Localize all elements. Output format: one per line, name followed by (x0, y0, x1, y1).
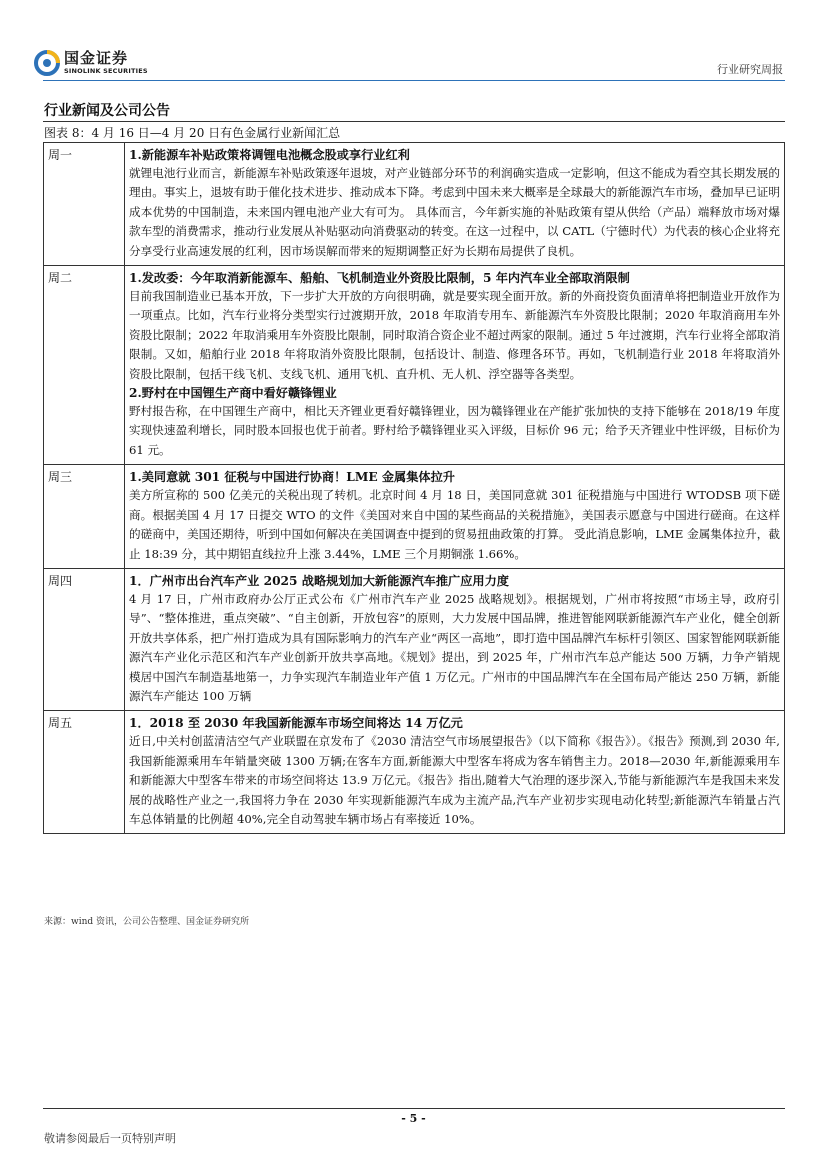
header-divider (43, 80, 785, 81)
source-note: 来源：wind 资讯，公司公告整理、国金证券研究所 (44, 917, 250, 927)
sinolink-logo (34, 50, 148, 76)
news-body: 4 月 17 日，广州市政府办公厅正式公布《广州市汽车产业 2025 战略规划》。根据规划，广州市将按照“市场主导，政府引导”、“整体推进，重点突破”、“自主创新，开放包容”的原则，大力发展中国品牌，推进智能网联新能源汽车产业化，健全创新开放共享体系，把广州打造成为具有国际影响力的汽车产业“两区一高地”，即打造中国品牌汽车标杆引领区、国家智能网联新能源汽车产业化示范区和汽车产业创新开放共享高地。《规划》提出，到 2025 年，广州市汽车总产能达 500 万辆，力争产销规模居中国汽车制造基地第一，力争实现汽车制造业年产值 1 万亿元。广州市的中国品牌汽车在全国布局产能达 250 万辆，新能源汽车产能达 100 万辆 (129, 591, 780, 703)
day-cell: 周三 (44, 465, 125, 569)
news-body: 目前我国制造业已基本开放，下一步扩大开放的方向很明确，就是要实现全面开放。新的外商投资负面清单将把制造业开放作为一项重点。比如，汽车行业将分类型实行过渡期开放，2018 年取消专用车、新能源汽车外资股比限制；2020 年取消商用车外资股比限制；2022 年取消乘用车外资股比限制，同时取消合资企业不超过两家的限制。通过 5 年过渡期，汽车行业将全部取消限制。又如，船舶行业 2018 年将取消外资股比限制，包括设计、制造、修理各环节。再如，飞机制造行业 2018 年将取消外资股比限制，包括干线飞机、支线飞机、通用飞机、直升机、无人机、浮空器等各类型。 (129, 289, 780, 381)
day-cell: 周二 (44, 266, 125, 465)
figure-caption: 图表 8：4 月 16 日—4 月 20 日有色金属行业新闻汇总 (44, 126, 341, 140)
news-headline: 1．广州市出台汽车产业 2025 战略规划加大新能源汽车推广应用力度 (129, 573, 509, 588)
news-headline: 1.发改委：今年取消新能源车、船舶、飞机制造业外资股比限制，5 年内汽车业全部取消限制 (129, 271, 630, 286)
news-body: 近日,中关村创蓝清洁空气产业联盟在京发布了《2030 清洁空气市场展望报告》（以下简称《报告》）。《报告》预测,到 2030 年,我国新能源乘用车年销量突破 1300 万辆;在客车方面,新能源大中型客车将成为客车销售主力。2018—2030 年,新能源乘用车和新能源大中型客车带来的市场空间将达 13.9 万亿元。《报告》指出,随着大气治理的逐步深入,节能与新能源汽车是我国未来发展的战略性产业之一,我国将力争在 2030 年实现新能源汽车成为主流产品,汽车产业初步实现电动化转型;新能源汽车销量占汽车总体销量的比例超 40%,完全自动驾驶车辆市场占有率接近 10%。 (129, 734, 780, 826)
report-type-label: 行业研究周报 (717, 63, 783, 76)
brand-name-cn: 国金证券 (64, 49, 129, 68)
table-row (44, 711, 785, 834)
table-row (44, 568, 785, 710)
day-cell: 周五 (44, 711, 125, 834)
day-cell: 周四 (44, 568, 125, 710)
news-cell (125, 465, 785, 569)
footer-divider (43, 1108, 785, 1109)
sinolink-logo-icon (34, 50, 60, 76)
table-row (44, 465, 785, 569)
day-cell: 周一 (44, 143, 125, 266)
news-body: 美方所宣称的 500 亿美元的关税出现了转机。北京时间 4 月 18 日，美国同意就 301 征税措施与中国进行 WTODSB 项下磋商。根据美国 4 月 17 日提交 WTO 的文件《美国对来自中国的某些商品的关税措施》，美国表示愿意与中国进行磋商。在这样的磋商中，美国还期待，听到中国如何解决在美国调查中提到的贸易扭曲政策的打算。 受此消息影响，LME 金属集体拉升，截止 18:39 分，其中期铝直线拉升上涨 3.44%，LME 三个月期铜涨 1.66%。 (129, 488, 780, 561)
news-body: 野村报告称，在中国锂生产商中，相比天齐锂业更看好赣锋锂业，因为赣锋锂业在产能扩张加快的支持下能够在 2018/19 年度实现快速盈利增长，同时股本回报也优于前者。野村给予赣锋锂业买入评级，目标价 96 元；给予天齐锂业中性评级，目标价为 61 元。 (129, 404, 780, 457)
section-divider (43, 121, 785, 122)
page-header (0, 0, 827, 90)
news-cell (125, 711, 785, 834)
section-title: 行业新闻及公司公告 (44, 103, 170, 119)
news-headline: 1．2018 至 2030 年我国新能源车市场空间将达 14 万亿元 (129, 716, 463, 731)
news-headline: 1.美同意就 301 征税与中国进行协商！LME 金属集体拉升 (129, 470, 455, 485)
page-number: - 5 - (401, 1112, 426, 1125)
news-cell (125, 143, 785, 266)
news-body: 就锂电池行业而言，新能源车补贴政策逐年退坡，对产业链部分环节的利润确实造成一定影响，但这不能成为看空其长期发展的理由。事实上，退坡有助于催化技术进步、推动成本下降。考虑到中国未来大概率是全球最大的新能源汽车市场，叠加早已证明成本优势的中国制造，未来国内锂电池产业大有可为。 具体而言，今年新实施的补贴政策有望从供给（产品）端释放市场对爆款车型的消费需求，推动行业发展从补贴驱动向消费驱动的转变。在这一过程中，以 CATL（宁德时代）为代表的核心企业将充分享受行业高速发展的红利，因市场误解而带来的短期调整正好为长期布局提供了良机。 (129, 166, 780, 258)
news-headline: 2.野村在中国锂生产商中看好赣锋锂业 (129, 386, 337, 401)
table-row (44, 143, 785, 266)
news-table (43, 142, 785, 834)
brand-name-en: SINOLINK SECURITIES (64, 67, 148, 76)
news-cell (125, 568, 785, 710)
table-row (44, 266, 785, 465)
news-headline: 1.新能源车补贴政策将调锂电池概念股或享行业红利 (129, 148, 410, 162)
disclaimer-text: 敬请参阅最后一页特别声明 (44, 1132, 176, 1145)
news-cell (125, 266, 785, 465)
